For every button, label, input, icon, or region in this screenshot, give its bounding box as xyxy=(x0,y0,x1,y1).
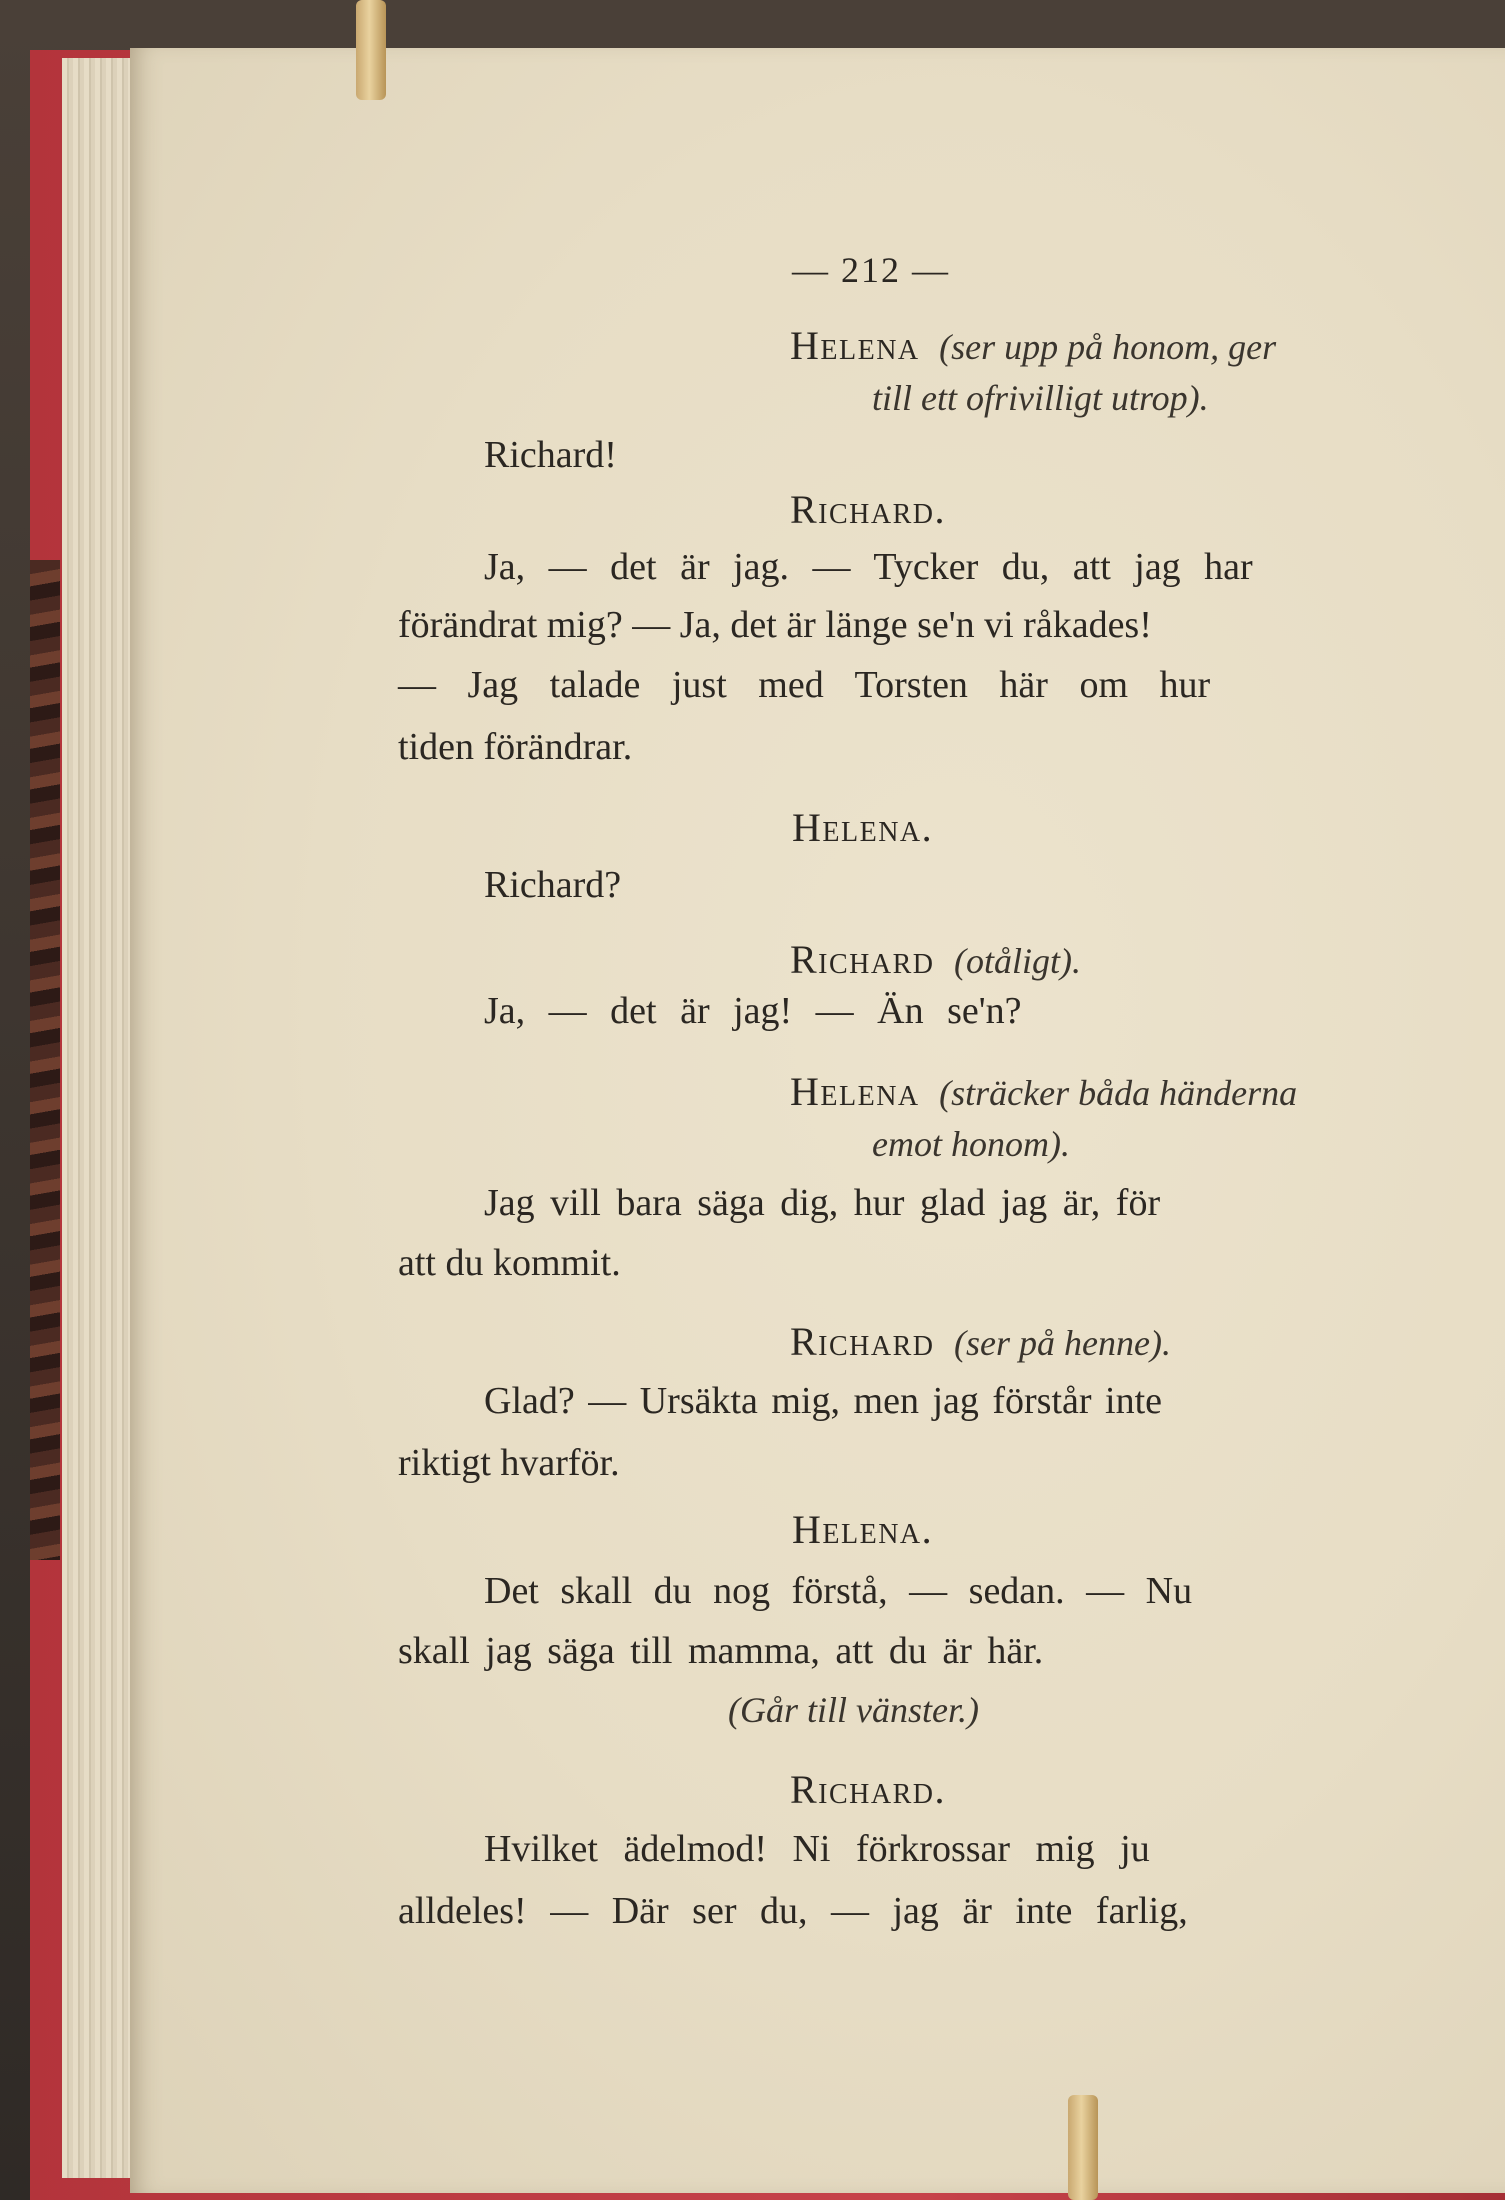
dialogue-line: att du kommit. xyxy=(398,1242,621,1284)
page-number: — 212 — xyxy=(792,250,950,290)
speaker-name: Richard xyxy=(790,937,935,982)
dialogue-line: alldeles! — Där ser du, — jag är inte farlig, xyxy=(398,1890,1188,1932)
speaker-name: Richard. xyxy=(790,487,947,532)
bookmark-bottom xyxy=(1068,2095,1098,2200)
bookmark-top xyxy=(356,0,386,100)
stage-direction: (sträcker båda händerna xyxy=(939,1073,1298,1113)
speech-heading xyxy=(790,1319,1171,1364)
dialogue-line: förändrat mig? — Ja, det är länge se'n vi råkades! xyxy=(398,604,1152,646)
dialogue-line: Ja, — det är jag. — Tycker du, att jag har xyxy=(484,546,1253,588)
speaker-name: Helena. xyxy=(792,805,934,850)
speaker-name: Helena xyxy=(790,323,920,368)
dialogue-line: Jag vill bara säga dig, hur glad jag är, för xyxy=(484,1182,1161,1224)
speaker-name: Helena. xyxy=(792,1507,934,1552)
dialogue-line: skall jag säga till mamma, att du är här. xyxy=(398,1630,1044,1672)
speaker-name: Richard xyxy=(790,1319,935,1364)
speech-heading xyxy=(790,323,1277,368)
stage-direction-continued: emot honom). xyxy=(872,1124,1070,1164)
marbled-endpaper xyxy=(30,560,60,1560)
dialogue-line: riktigt hvarför. xyxy=(398,1442,620,1484)
stage-direction: (ser upp på honom, ger xyxy=(939,327,1277,367)
book-page xyxy=(130,48,1505,2193)
speaker-name: Helena xyxy=(790,1069,920,1114)
speaker-name: Richard. xyxy=(790,1767,947,1812)
dialogue-line: Hvilket ädelmod! Ni förkrossar mig ju xyxy=(484,1828,1150,1870)
speech-heading xyxy=(790,937,1082,982)
dialogue-line: tiden förändrar. xyxy=(398,726,633,768)
stage-direction: (ser på henne). xyxy=(954,1323,1171,1363)
dialogue-line: — Jag talade just med Torsten här om hur xyxy=(398,664,1211,706)
dialogue-line: Ja, — det är jag! — Än se'n? xyxy=(484,990,1022,1032)
speech-heading xyxy=(790,1069,1298,1114)
dialogue-line: Richard? xyxy=(484,864,622,906)
stage-direction-continued: till ett ofrivilligt utrop). xyxy=(872,378,1209,418)
dialogue-line: Glad? — Ursäkta mig, men jag förstår inte xyxy=(484,1380,1163,1422)
stage-direction: (otåligt). xyxy=(954,941,1082,981)
dialogue-line: Det skall du nog förstå, — sedan. — Nu xyxy=(484,1570,1193,1612)
dialogue-line: Richard! xyxy=(484,434,617,476)
stage-direction: (Går till vänster.) xyxy=(728,1690,979,1730)
